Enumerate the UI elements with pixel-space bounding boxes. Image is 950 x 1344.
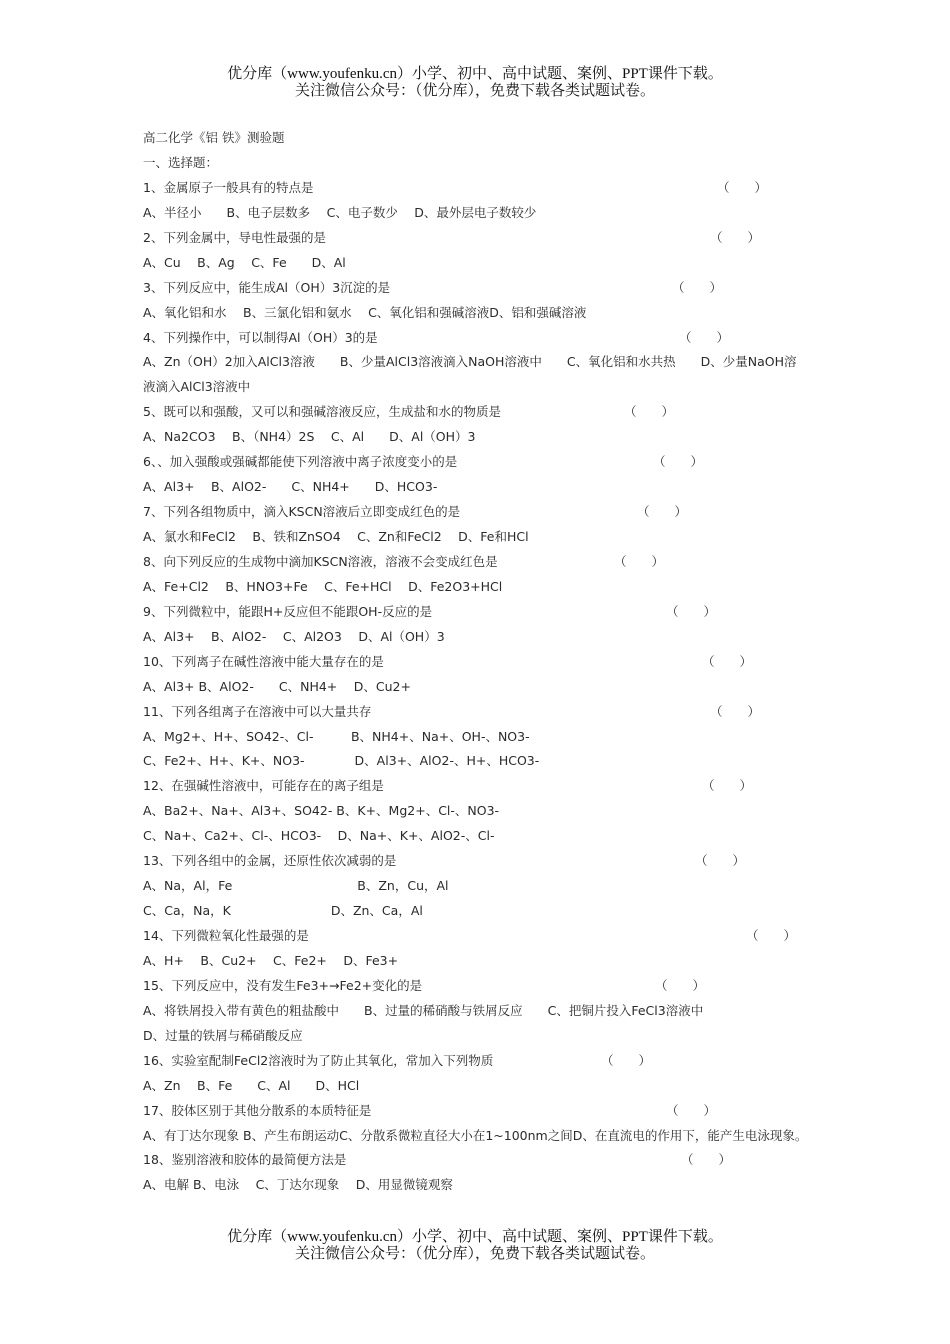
question-7 [143, 500, 808, 525]
question-4 [143, 326, 808, 351]
answer-blank: （ ） [679, 329, 730, 345]
question-8 [143, 550, 808, 575]
question-15-options-d: D、过量的铁屑与稀硝酸反应 [143, 1027, 303, 1043]
question-text: 11、下列各组离子在溶液中可以大量共存 [143, 703, 372, 719]
question-text: 6、、加入强酸或强碱都能使下列溶液中离子浓度变小的是 [143, 454, 458, 470]
answer-blank: （ ） [666, 603, 717, 619]
answer-blank: （ ） [655, 977, 706, 993]
question-15-options-abc: A、将铁屑投入带有黄色的粗盐酸中 B、过量的稀硝酸与铁屑反应 C、把铜片投入FeCl3溶液中 [143, 1002, 704, 1018]
footer-line-1: 优分库（www.youfenku.cn）小学、初中、高中试题、案例、PPT课件下载。 [227, 1229, 723, 1245]
question-11-options-cd: C、Fe2+、H+、K+、NO3- D、Al3+、AlO2-、H+、HCO3- [143, 753, 540, 769]
question-15 [143, 974, 808, 999]
question-12-options-ab: A、Ba2+、Na+、Al3+、SO42- B、K+、Mg2+、Cl-、NO3- [143, 803, 500, 819]
header-line-1: 优分库（www.youfenku.cn）小学、初中、高中试题、案例、PPT课件下载。 [227, 66, 723, 82]
footer-line-2: 关注微信公众号：（优分库），免费下载各类试题试卷。 [294, 1246, 655, 1262]
question-16 [143, 1049, 808, 1074]
question-8-options: A、Fe+Cl2 B、HNO3+Fe C、Fe+HCl D、Fe2O3+HCl [143, 578, 503, 594]
question-1-options: A、半径小 B、电子层数多 C、电子数少 D、最外层电子数较少 [143, 204, 537, 220]
question-11 [143, 700, 808, 725]
answer-blank: （ ） [672, 279, 723, 295]
question-6-options: A、Al3+ B、AlO2- C、NH4+ D、HCO3- [143, 479, 438, 495]
question-11-options-ab: A、Mg2+、H+、SO42-、Cl- B、NH4+、Na+、OH-、NO3- [143, 728, 530, 744]
question-4-options: A、Zn（OH）2加入AlCl3溶液 B、少量AlCl3溶液滴入NaOH溶液中 C、氧化铝和水共热 D、少量NaOH溶液滴入AlCl3溶液中 [143, 354, 797, 395]
question-12 [143, 774, 808, 799]
exam-title: 高二化学《铝 铁》测验题 [143, 130, 285, 145]
question-5-options: A、Na2CO3 B、（NH4）2S C、Al D、Al（OH）3 [143, 429, 476, 445]
question-3-options: A、氧化铝和水 B、三氯化铝和氨水 C、氧化铝和强碱溶液D、铝和强碱溶液 [143, 304, 587, 320]
answer-blank: （ ） [624, 404, 675, 420]
question-2-options: A、Cu B、Ag C、Fe D、Al [143, 254, 346, 270]
answer-blank: （ ） [601, 1052, 652, 1068]
question-text: 7、下列各组物质中，滴入KSCN溶液后立即变成红色的是 [143, 504, 461, 520]
site-footer-banner [0, 1229, 950, 1263]
answer-blank: （ ） [614, 553, 665, 569]
answer-blank: （ ） [695, 853, 746, 869]
question-16-options: A、Zn B、Fe C、Al D、HCl [143, 1077, 360, 1093]
question-18-options: A、电解 B、电泳 C、丁达尔现象 D、用显微镜观察 [143, 1177, 453, 1193]
section-heading: 一、选择题： [143, 154, 219, 170]
question-text: 13、下列各组中的金属，还原性依次减弱的是 [143, 853, 397, 869]
question-text: 16、实验室配制FeCl2溶液时为了防止其氧化，常加入下列物质 [143, 1052, 494, 1068]
question-10-options: A、Al3+ B、AlO2- C、NH4+ D、Cu2+ [143, 678, 411, 694]
question-10 [143, 650, 808, 675]
question-13 [143, 849, 808, 874]
question-12-options-cd: C、Na+、Ca2+、Cl-、HCO3- D、Na+、K+、AlO2-、Cl- [143, 828, 495, 844]
question-9 [143, 600, 808, 625]
header-line-2: 关注微信公众号：（优分库），免费下载各类试题试卷。 [294, 83, 655, 99]
question-17 [143, 1099, 808, 1124]
answer-blank: （ ） [746, 928, 797, 944]
question-text: 15、下列反应中，没有发生Fe3+→Fe2+变化的是 [143, 977, 423, 993]
question-13-options-cd: C、Ca，Na，K D、Zn、Ca，Al [143, 903, 423, 919]
question-text: 18、鉴别溶液和胶体的最简便方法是 [143, 1152, 347, 1168]
question-1 [143, 176, 808, 201]
answer-blank: （ ） [666, 1102, 717, 1118]
answer-blank: （ ） [702, 778, 753, 794]
answer-blank: （ ） [702, 653, 753, 669]
answer-blank: （ ） [710, 229, 761, 245]
question-13-options-ab: A、Na，Al，Fe B、Zn，Cu，Al [143, 878, 449, 894]
question-text: 4、下列操作中，可以制得Al（OH）3的是 [143, 329, 378, 345]
question-text: 8、向下列反应的生成物中滴加KSCN溶液，溶液不会变成红色是 [143, 553, 498, 569]
question-text: 3、下列反应中，能生成Al（OH）3沉淀的是 [143, 279, 391, 295]
question-3 [143, 276, 808, 301]
question-5 [143, 400, 808, 425]
answer-blank: （ ） [637, 504, 688, 520]
question-text: 2、下列金属中，导电性最强的是 [143, 229, 326, 245]
site-header-banner [0, 66, 950, 100]
question-text: 12、在强碱性溶液中，可能存在的离子组是 [143, 778, 384, 794]
answer-blank: （ ） [710, 703, 761, 719]
answer-blank: （ ） [653, 454, 704, 470]
answer-blank: （ ） [717, 179, 768, 195]
answer-blank: （ ） [681, 1152, 732, 1168]
exam-content [143, 126, 808, 1198]
question-text: 14、下列微粒氧化性最强的是 [143, 928, 309, 944]
question-18 [143, 1148, 808, 1173]
question-text: 5、既可以和强酸，又可以和强碱溶液反应，生成盐和水的物质是 [143, 404, 501, 420]
question-text: 9、下列微粒中，能跟H+反应但不能跟OH-反应的是 [143, 603, 433, 619]
question-7-options: A、氯水和FeCl2 B、铁和ZnSO4 C、Zn和FeCl2 D、Fe和HCl [143, 529, 529, 545]
question-14-options: A、H+ B、Cu2+ C、Fe2+ D、Fe3+ [143, 952, 399, 968]
question-text: 1、金属原子一般具有的特点是 [143, 179, 314, 195]
question-text: 17、胶体区别于其他分散系的本质特征是 [143, 1102, 372, 1118]
question-17-options: A、有丁达尔现象 B、产生布朗运动C、分散系微粒直径大小在1~100nm之间D、在直流电的作用下，能产生电泳现象。 [143, 1127, 808, 1143]
question-text: 10、下列离子在碱性溶液中能大量存在的是 [143, 653, 384, 669]
question-6 [143, 450, 808, 475]
question-2 [143, 226, 808, 251]
question-9-options: A、Al3+ B、AlO2- C、Al2O3 D、Al（OH）3 [143, 628, 445, 644]
question-14 [143, 924, 808, 949]
